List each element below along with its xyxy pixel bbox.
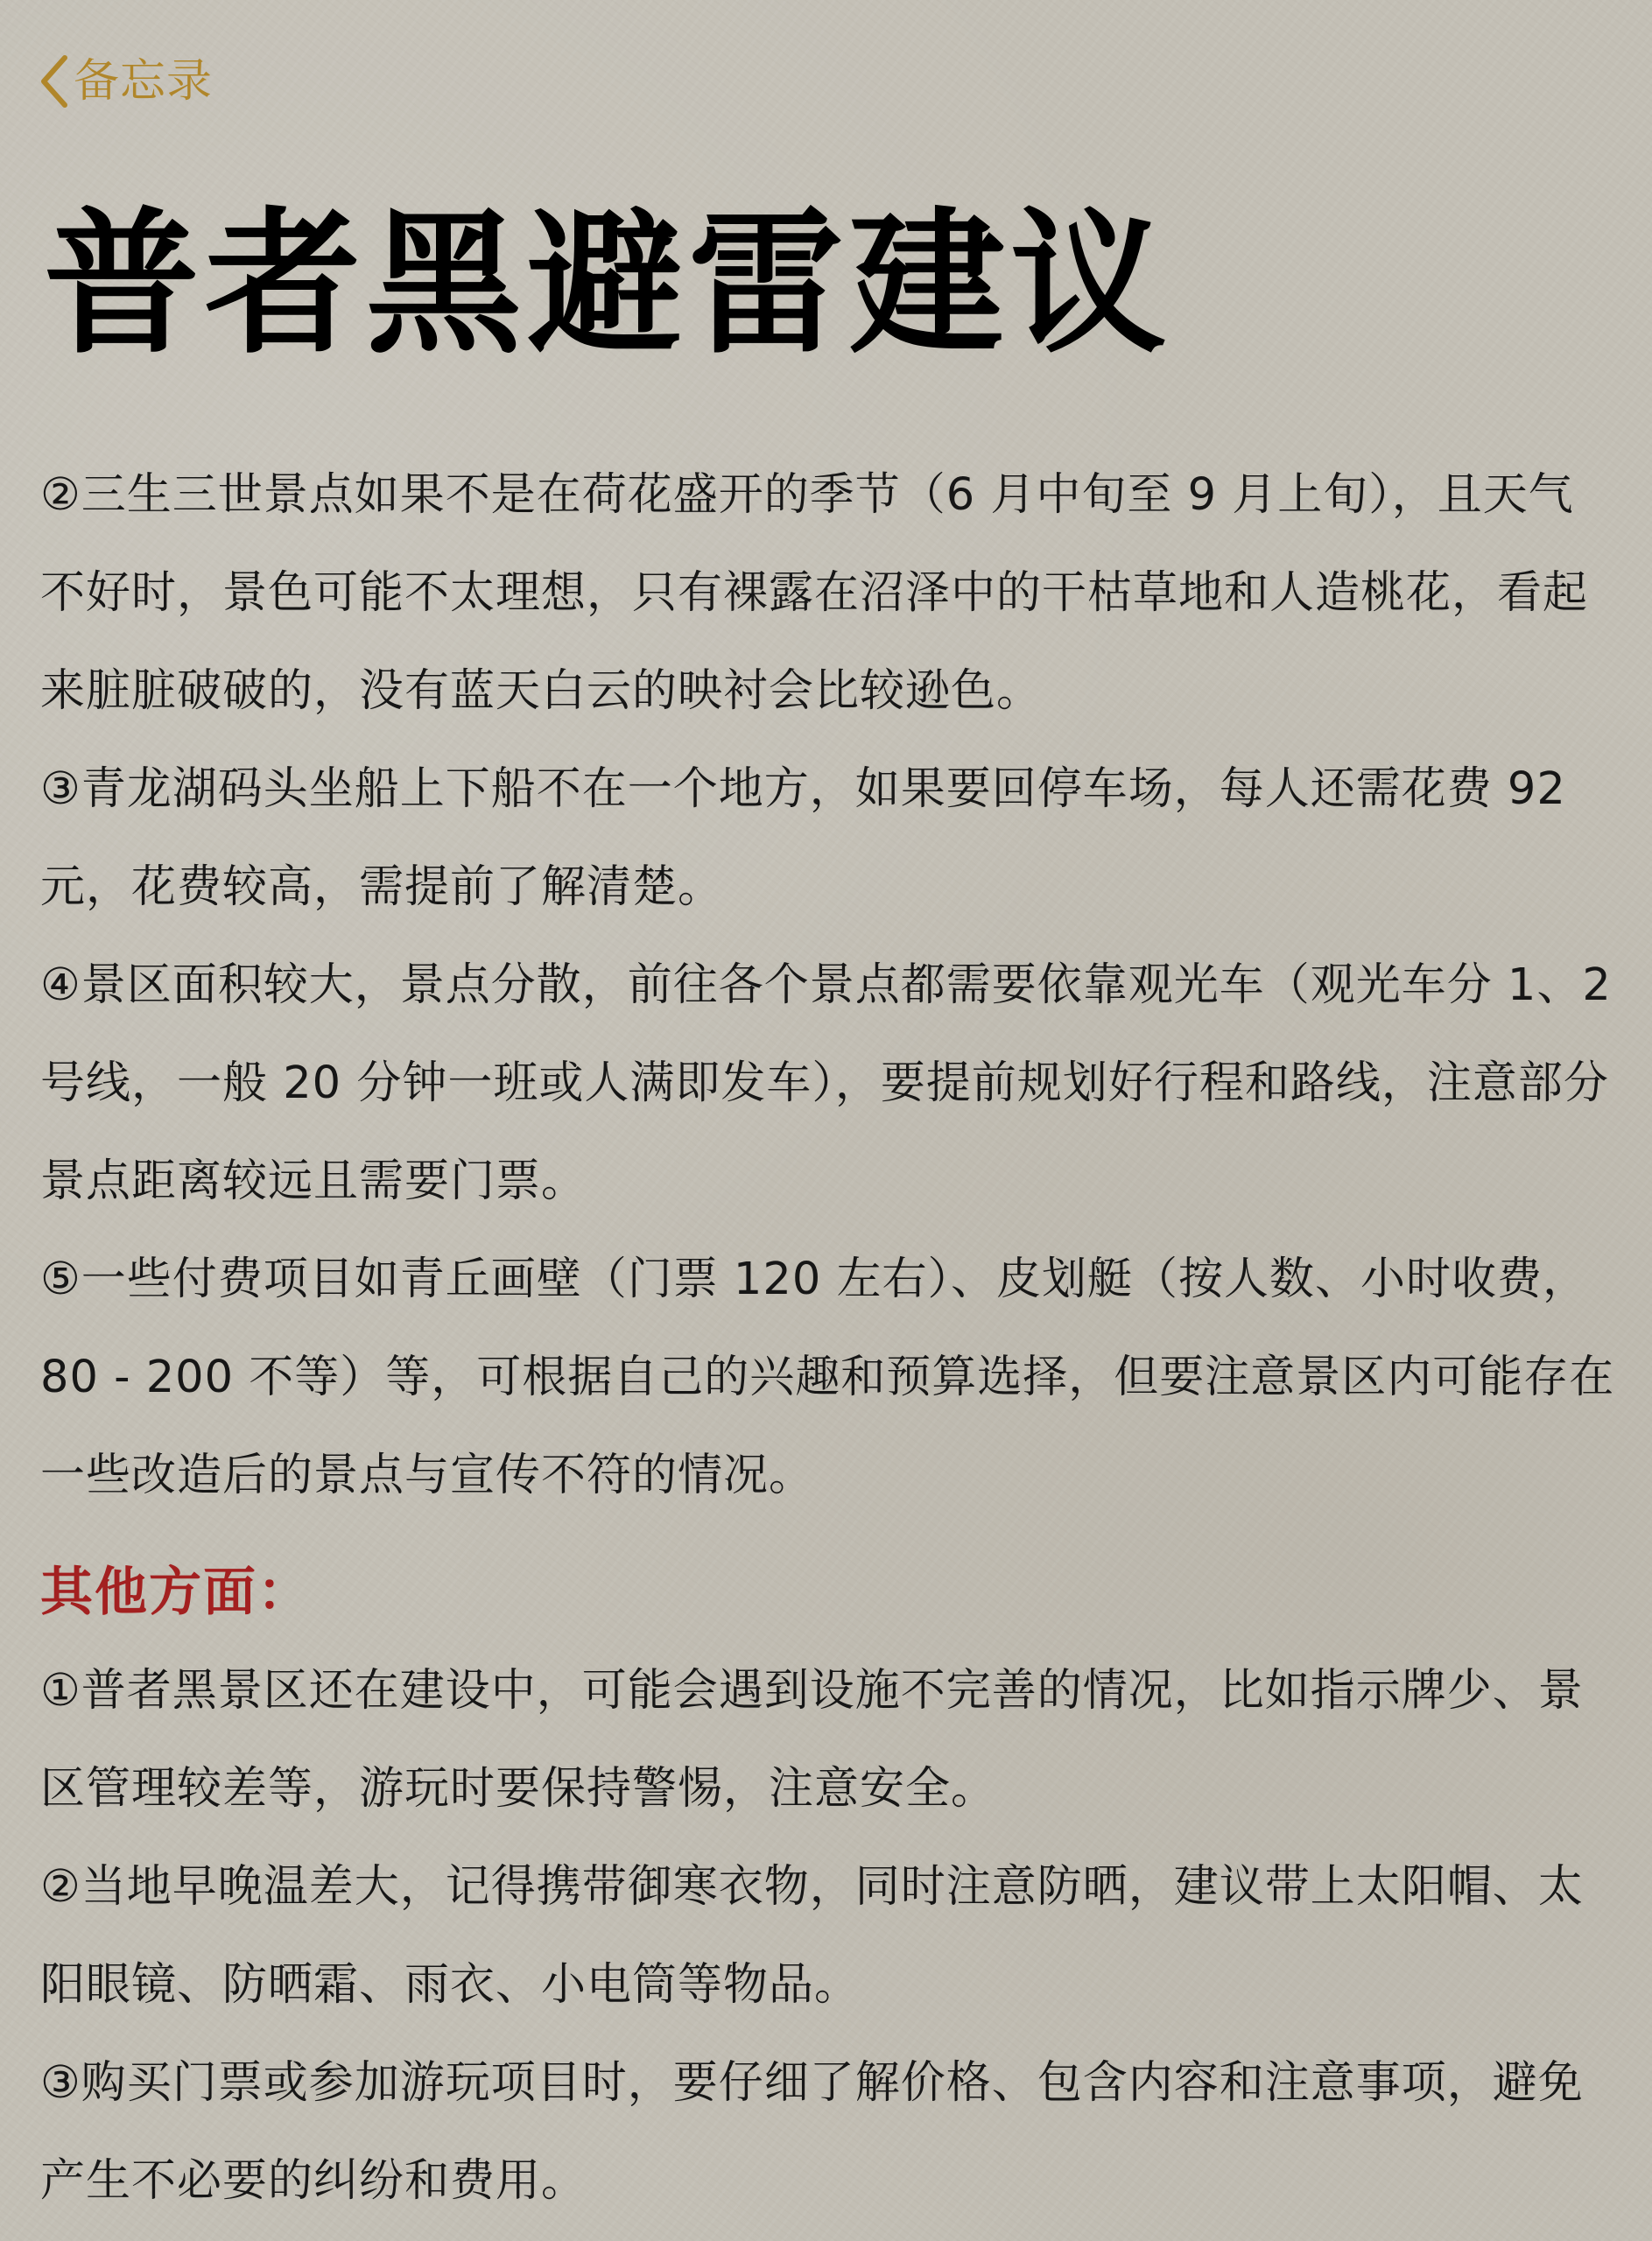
chevron-left-icon [35, 51, 74, 112]
section-heading-other: 其他方面： [40, 1562, 312, 1623]
tip-item-5: ⑤一些付费项目如青丘画壁（门票 120 左右）、皮划艇（按人数、小时收费，80 - 200 不等）等，可根据自己的兴趣和预算选择，但要注意景区内可能存在一些改造后的景点与宣传不符的情况。 [40, 1254, 1615, 1501]
note-body [40, 446, 1616, 2230]
page-title: 普者黑避雷建议 [44, 193, 1171, 375]
back-label: 备忘录 [74, 55, 214, 108]
other-item-3: ③购买门票或参加游玩项目时，要仔细了解价格、包含内容和注意事项，避免产生不必要的纠纷和费用。 [40, 2057, 1584, 2207]
back-button[interactable] [35, 51, 213, 112]
other-item-2: ②当地早晚温差大，记得携带御寒衣物，同时注意防晒，建议带上太阳帽、太阳眼镜、防晒霜、雨衣、小电筒等物品。 [40, 1861, 1584, 2011]
tip-item-4: ④景区面积较大，景点分散，前往各个景点都需要依靠观光车（观光车分 1、2 号线，一般 20 分钟一班或人满即发车），要提前规划好行程和路线，注意部分景点距离较远且需要门票。 [40, 959, 1612, 1207]
other-item-1: ①普者黑景区还在建设中，可能会遇到设施不完善的情况，比如指示牌少、景区管理较差等，游玩时要保持警惕，注意安全。 [40, 1665, 1584, 1815]
tip-item-3: ③青龙湖码头坐船上下船不在一个地方，如果要回停车场，每人还需花费 92 元，花费较高，需提前了解清楚。 [40, 763, 1566, 913]
tip-item-2: ②三生三世景点如果不是在荷花盛开的季节（6 月中旬至 9 月上旬），且天气不好时，景色可能不太理想，只有裸露在沼泽中的干枯草地和人造桃花，看起来脏脏破破的，没有蓝天白云的映衬会比较逊色。 [40, 469, 1589, 717]
